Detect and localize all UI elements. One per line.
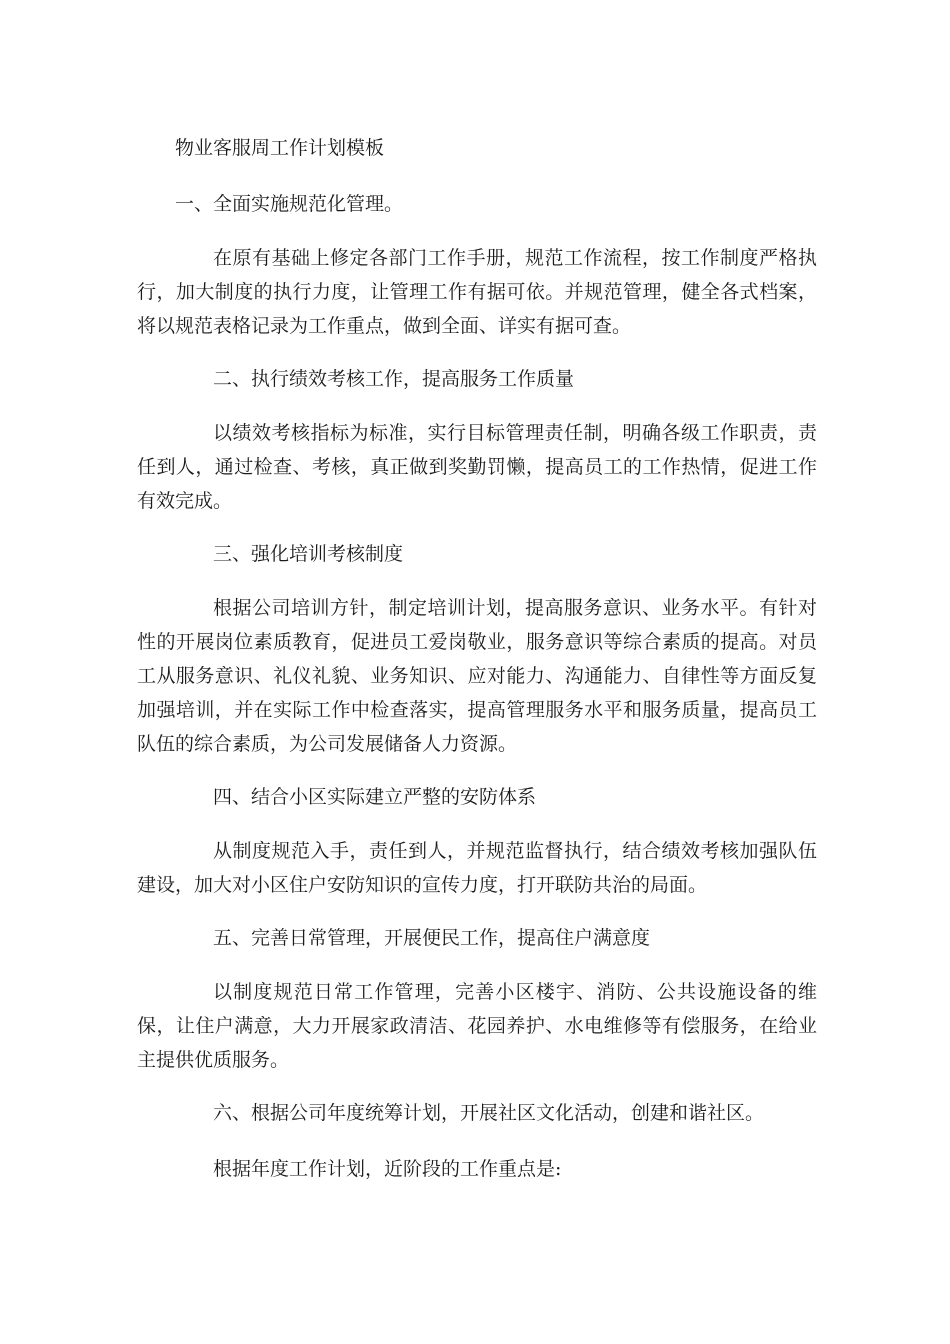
section-6-heading: 六、根据公司年度统筹计划，开展社区文化活动，创建和谐社区。 (213, 1102, 765, 1124)
section-2-body: 以绩效考核指标为标准，实行目标管理责任制，明确各级工作职责，责任到人，通过检查、考核，真正做到奖勤罚懒，提高员工的工作热情，促进工作有效完成。 (137, 422, 817, 512)
section-5-body: 以制度规范日常工作管理，完善小区楼宇、消防、公共设施设备的维保，让住户满意，大力开展家政清洁、花园养护、水电维修等有偿服务，在给业主提供优质服务。 (137, 981, 817, 1071)
section-4-body: 从制度规范入手，责任到人，并规范监督执行，结合绩效考核加强队伍建设，加大对小区住户安防知识的宣传力度，打开联防共治的局面。 (137, 840, 817, 896)
document-title: 物业客服周工作计划模板 (175, 137, 385, 159)
section-2-heading: 二、执行绩效考核工作，提高服务工作质量 (213, 368, 575, 390)
section-3-body: 根据公司培训方针，制定培训计划，提高服务意识、业务水平。有针对性的开展岗位素质教育，促进员工爱岗敬业，服务意识等综合素质的提高。对员工从服务意识、礼仪礼貌、业务知识、应对能力、沟通能力、自律性等方面反复加强培训，并在实际工作中检查落实，提高管理服务水平和服务质量，提高员工队伍的综合素质，为公司发展储备人力资源。 (137, 597, 817, 755)
closing-line: 根据年度工作计划，近阶段的工作重点是: (213, 1158, 562, 1180)
section-4-heading: 四、结合小区实际建立严整的安防体系 (213, 786, 537, 808)
section-3-heading: 三、强化培训考核制度 (213, 543, 404, 565)
section-1-body: 在原有基础上修定各部门工作手册，规范工作流程，按工作制度严格执行，加大制度的执行力度，让管理工作有据可依。并规范管理，健全各式档案，将以规范表格记录为工作重点，做到全面、详实有据可查。 (137, 247, 817, 337)
section-5-heading: 五、完善日常管理，开展便民工作，提高住户满意度 (213, 927, 651, 949)
section-1-heading: 一、全面实施规范化管理。 (175, 193, 404, 215)
